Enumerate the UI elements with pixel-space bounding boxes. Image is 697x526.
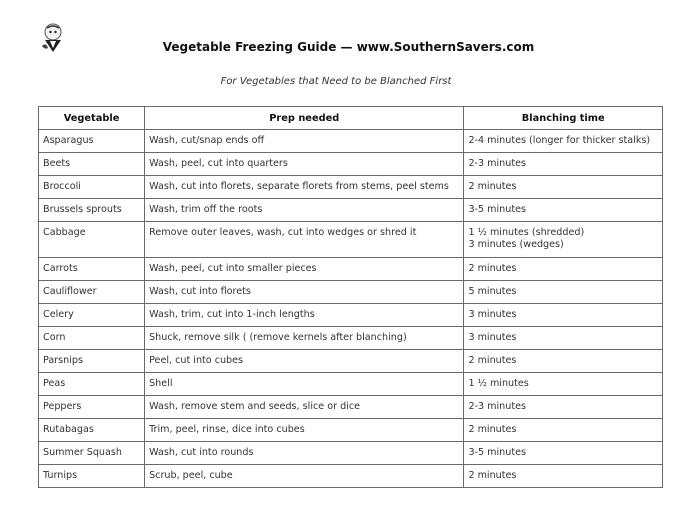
vegetable-cell: Cabbage (39, 222, 145, 258)
vegetable-cell: Peas (39, 373, 145, 396)
blanching-time-cell: 2 minutes (464, 419, 663, 442)
vegetable-cell: Asparagus (39, 130, 145, 153)
vegetable-cell: Summer Squash (39, 442, 145, 465)
table-row (39, 222, 663, 258)
table-row (39, 350, 663, 373)
prep-cell: Wash, trim, cut into 1-inch lengths (145, 304, 464, 327)
table-row (39, 327, 663, 350)
vegetable-cell: Parsnips (39, 350, 145, 373)
table-row (39, 419, 663, 442)
blanching-time-cell: 2 minutes (464, 465, 663, 488)
vegetable-freezing-table (38, 106, 663, 488)
prep-cell: Wash, peel, cut into smaller pieces (145, 258, 464, 281)
table-row (39, 442, 663, 465)
blanching-time-cell: 3 minutes (464, 327, 663, 350)
prep-cell: Wash, cut into florets (145, 281, 464, 304)
table-row (39, 281, 663, 304)
column-header-prep: Prep needed (145, 107, 464, 130)
column-header-blanching-time: Blanching time (464, 107, 663, 130)
blanching-time-cell: 2-3 minutes (464, 153, 663, 176)
blanching-time-cell: 3-5 minutes (464, 199, 663, 222)
blanching-time-cell (464, 222, 663, 258)
prep-cell: Scrub, peel, cube (145, 465, 464, 488)
vegetable-cell: Turnips (39, 465, 145, 488)
table-header-row (39, 107, 663, 130)
blanching-time-cell: 2 minutes (464, 258, 663, 281)
vegetable-cell: Broccoli (39, 176, 145, 199)
table-row (39, 304, 663, 327)
vegetable-cell: Peppers (39, 396, 145, 419)
blanching-time-cell: 2 minutes (464, 176, 663, 199)
vegetable-cell: Brussels sprouts (39, 199, 145, 222)
table-row (39, 396, 663, 419)
prep-cell: Trim, peel, rinse, dice into cubes (145, 419, 464, 442)
prep-cell: Wash, cut/snap ends off (145, 130, 464, 153)
vegetable-cell: Carrots (39, 258, 145, 281)
blanching-time-cell: 2 minutes (464, 350, 663, 373)
vegetable-cell: Beets (39, 153, 145, 176)
prep-cell: Wash, cut into florets, separate florets from stems, peel stems (145, 176, 464, 199)
page-subtitle: For Vegetables that Need to be Blanched First (220, 76, 452, 87)
prep-cell: Wash, peel, cut into quarters (145, 153, 464, 176)
blanching-time-line: 3 minutes (wedges) (468, 239, 564, 250)
table-row (39, 373, 663, 396)
table-row (39, 130, 663, 153)
prep-cell: Wash, trim off the roots (145, 199, 464, 222)
blanching-time-cell: 2-3 minutes (464, 396, 663, 419)
blanching-time-cell: 1 ½ minutes (464, 373, 663, 396)
prep-cell: Wash, remove stem and seeds, slice or dice (145, 396, 464, 419)
blanching-time-cell: 5 minutes (464, 281, 663, 304)
prep-cell: Shell (145, 373, 464, 396)
blanching-time-cell: 3-5 minutes (464, 442, 663, 465)
blanching-time-cell: 3 minutes (464, 304, 663, 327)
vegetable-cell: Corn (39, 327, 145, 350)
vegetable-cell: Celery (39, 304, 145, 327)
blanching-time-line: 1 ½ minutes (shredded) (468, 227, 585, 238)
page-title: Vegetable Freezing Guide — www.SouthernSavers.com (162, 40, 535, 54)
prep-cell: Peel, cut into cubes (145, 350, 464, 373)
table-row (39, 258, 663, 281)
table-row (39, 153, 663, 176)
table-row (39, 465, 663, 488)
vegetable-cell: Cauliflower (39, 281, 145, 304)
prep-cell: Wash, cut into rounds (145, 442, 464, 465)
blanching-time-cell: 2-4 minutes (longer for thicker stalks) (464, 130, 663, 153)
prep-cell: Remove outer leaves, wash, cut into wedges or shred it (145, 222, 464, 258)
table-row (39, 199, 663, 222)
vegetable-cell: Rutabagas (39, 419, 145, 442)
column-header-vegetable: Vegetable (39, 107, 145, 130)
prep-cell: Shuck, remove silk ( (remove kernels after blanching) (145, 327, 464, 350)
table-row (39, 176, 663, 199)
